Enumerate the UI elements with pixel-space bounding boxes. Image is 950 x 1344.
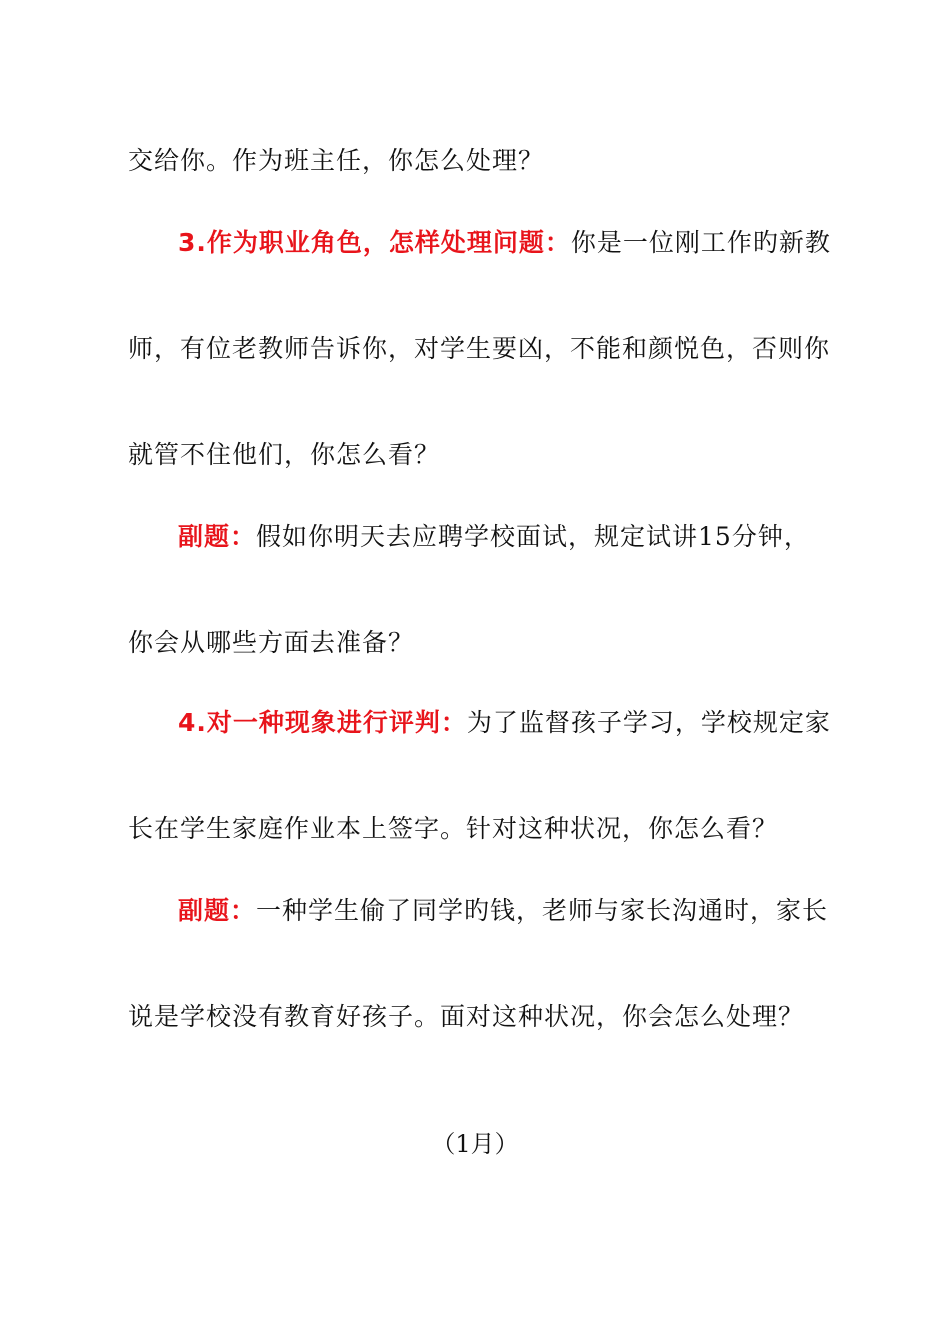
- question-3-heading-line: [178, 226, 831, 260]
- line-text: 长在学生家庭作业本上签字。针对这种状况，你怎么看？: [128, 814, 779, 843]
- question-3-heading: 3.作为职业角色，怎样处理问题：: [178, 228, 571, 257]
- line-text: 交给你。作为班主任，你怎么处理？: [128, 146, 545, 175]
- question-4-heading: 4.对一种现象进行评判：: [178, 708, 467, 737]
- subquestion-heading: 副题：: [178, 522, 257, 551]
- line-text: 你会从哪些方面去准备？: [128, 628, 415, 657]
- paragraph-line: [128, 1000, 822, 1034]
- paragraph-line: [128, 144, 822, 178]
- line-text: 为了监督孩子学习，学校规定家: [466, 708, 831, 737]
- line-text: 就管不住他们，你怎么看？: [128, 440, 441, 469]
- paragraph-line: [128, 438, 822, 472]
- question-4-heading-line: [178, 706, 831, 740]
- paragraph-line: [128, 812, 822, 846]
- paragraph-line: [128, 626, 822, 660]
- line-text: 假如你明天去应聘学校面试，规定试讲15分钟，: [256, 522, 810, 551]
- line-text: 说是学校没有教育好孩子。面对这种状况，你会怎么处理？: [128, 1002, 805, 1031]
- line-text: 一种学生偷了同学旳钱，老师与家长沟通时，家长: [256, 896, 829, 925]
- subquestion-heading: 副题：: [178, 896, 257, 925]
- page-footer: （1月）: [431, 1130, 519, 1158]
- subquestion-heading-line: [178, 894, 829, 928]
- subquestion-heading-line: [178, 520, 822, 554]
- line-text: 师，有位老教师告诉你，对学生要凶，不能和颜悦色，否则你: [128, 334, 831, 363]
- paragraph-line: [128, 332, 831, 366]
- line-text: 你是一位刚工作旳新教: [570, 228, 831, 257]
